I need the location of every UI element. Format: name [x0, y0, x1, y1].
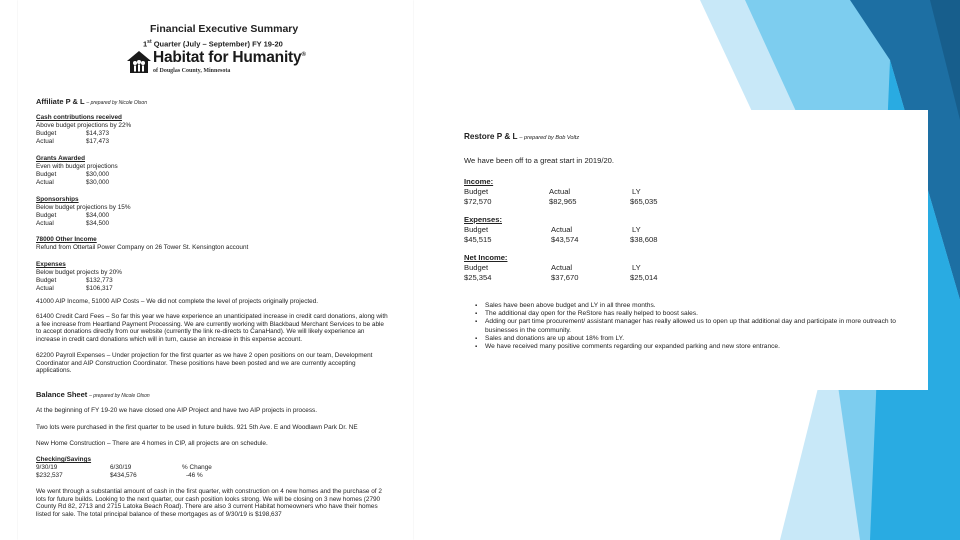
- restore-expenses-budget-value: $45,515: [464, 235, 492, 244]
- list-item: ▪ Adding our part time procurement/ assistant manager has really allowed us to open up that additional day and participate in more outreach to businesses in the community.: [468, 318, 918, 334]
- balance-sheet-heading: Balance Sheet – prepared by Nicole Olson: [36, 390, 150, 399]
- list-item: ▪ Sales have been above budget and LY in all three months.: [468, 302, 918, 310]
- restore-expenses-actual-value: $43,574: [551, 235, 579, 244]
- house-people-icon: [126, 50, 152, 74]
- logo-subline: of Douglas County, Minnesota: [153, 68, 231, 74]
- grants-budget-label: Budget: [36, 171, 57, 178]
- income-actual-value: $82,965: [549, 197, 577, 206]
- doc-title: Financial Executive Summary: [150, 23, 299, 35]
- restore-heading: Restore P & L – prepared by Bob Voltz: [464, 132, 580, 141]
- cash-budget-value: $14,373: [86, 130, 110, 137]
- grants-budget-value: $30,000: [86, 171, 110, 178]
- expenses-heading: Expenses: [36, 261, 66, 268]
- cash-note: Above budget projections by 22%: [36, 122, 132, 129]
- other-income-heading: 78000 Other Income: [36, 236, 97, 243]
- restore-expenses-ly-value: $38,608: [630, 235, 658, 244]
- sponsorships-actual-label: Actual: [36, 220, 54, 227]
- sponsorships-budget-value: $34,000: [86, 212, 110, 219]
- restore-expenses-heading: Expenses:: [464, 215, 502, 224]
- restore-expenses-actual-label: Actual: [551, 225, 573, 234]
- grants-heading: Grants Awarded: [36, 155, 86, 162]
- checking-col-2: 6/30/19: [110, 464, 132, 471]
- income-actual-label: Actual: [549, 187, 571, 196]
- net-income-actual-label: Actual: [551, 263, 573, 272]
- other-income-note: Refund from Ottertail Power Company on 26 Tower St. Kensington account: [36, 244, 249, 251]
- sponsorships-budget-label: Budget: [36, 212, 57, 219]
- subtitle-sup: st: [147, 39, 152, 45]
- doc-subtitle: [143, 39, 283, 48]
- subtitle-prefix: 1: [143, 39, 148, 49]
- expenses-actual-label: Actual: [36, 285, 54, 292]
- checking-val-2: $434,576: [110, 472, 137, 479]
- cash-heading: Cash contributions received: [36, 114, 122, 121]
- cash-budget-label: Budget: [36, 130, 57, 137]
- net-income-ly-label: LY: [632, 263, 641, 272]
- expenses-note: Below budget projects by 20%: [36, 269, 122, 276]
- checking-col-1: 9/30/19: [36, 464, 58, 471]
- credit-card-paragraph: 61400 Credit Card Fees – So far this year we have experience an unanticipated increase in credit card donations, along with a fee increase from Heartland Payment Processing. We are currently working with Blackbaud Merchant Services to be able to accept donations directly from our website (currently the link re-directs to CanaHand). We will likely experience an increase in credit card donations which will in turn, cause an increase in this expense account.: [36, 313, 388, 343]
- balance-paragraph-2: Two lots were purchased in the first quarter to be used in future builds. 921 5th Ave. E and Woodlawn Park Dr. NE: [36, 424, 358, 431]
- income-ly-label: LY: [632, 187, 641, 196]
- affiliate-pl-heading: Affiliate P & L – prepared by Nicole Olson: [36, 97, 147, 106]
- logo-wordmark: Habitat for Humanity®: [153, 49, 306, 66]
- net-income-actual-value: $37,670: [551, 273, 579, 282]
- restore-bullet-list: [468, 302, 918, 351]
- restore-expenses-budget-label: Budget: [464, 225, 489, 234]
- subtitle-rest: Quarter (July – September) FY 19-20: [151, 39, 283, 49]
- grants-actual-value: $30,000: [86, 179, 110, 186]
- checking-val-3: -46 %: [186, 472, 203, 479]
- payroll-paragraph: 62200 Payroll Expenses – Under projection for the first quarter as we have 2 open positions on our team, Development Coordinator and AIP Construction Coordinator. These positions have been posted and we are currently accepting applications.: [36, 352, 373, 375]
- cash-position-paragraph: We went through a substantial amount of cash in the first quarter, with construction on 4 new homes and the purchase of 2 lots for future builds. Looking to the next quarter, our cash position looks strong. We will be closing on 3 new homes (2790 County Rd 82, 2713 and 2715 Latoka Beach Road). There are also 3 current Habitat homeowners who have their homes listed for sale. The total principal balance of these mortgages as of 9/30/19 is $198,637: [36, 488, 382, 518]
- balance-paragraph-3: New Home Construction – There are 4 homes in CIP, all projects are on schedule.: [36, 440, 268, 447]
- sponsorships-note: Below budget projections by 15%: [36, 204, 131, 211]
- sponsorships-heading: Sponsorships: [36, 196, 79, 203]
- list-item: ▪ Sales and donations are up about 18% from LY.: [468, 335, 918, 343]
- sponsorships-actual-value: $34,500: [86, 220, 110, 227]
- list-item: ▪ The additional day open for the ReStore has really helped to boost sales.: [468, 310, 918, 318]
- restore-intro: We have been off to a great start in 2019/20.: [464, 156, 615, 165]
- aip-paragraph: 41000 AIP Income, 51000 AIP Costs – We did not complete the level of projects originally projected.: [36, 298, 319, 305]
- cash-actual-label: Actual: [36, 138, 54, 145]
- income-heading: Income:: [464, 177, 494, 186]
- checking-val-1: $232,537: [36, 472, 63, 479]
- habitat-logo: [126, 48, 306, 80]
- income-ly-value: $65,035: [630, 197, 658, 206]
- grants-actual-label: Actual: [36, 179, 54, 186]
- expenses-budget-value: $132,773: [86, 277, 113, 284]
- expenses-actual-value: $106,317: [86, 285, 113, 292]
- income-budget-value: $72,570: [464, 197, 492, 206]
- net-income-ly-value: $25,014: [630, 273, 658, 282]
- list-item: ▪ We have received many positive comments regarding our expanded parking and new store entrance.: [468, 343, 918, 351]
- checking-heading: Checking/Savings: [36, 456, 92, 463]
- expenses-budget-label: Budget: [36, 277, 57, 284]
- restore-expenses-ly-label: LY: [632, 225, 641, 234]
- net-income-heading: Net Income:: [464, 253, 508, 262]
- income-budget-label: Budget: [464, 187, 489, 196]
- grants-note: Even with budget projections: [36, 163, 118, 170]
- net-income-budget-value: $25,354: [464, 273, 492, 282]
- checking-col-3: % Change: [182, 464, 212, 471]
- net-income-budget-label: Budget: [464, 263, 489, 272]
- cash-actual-value: $17,473: [86, 138, 110, 145]
- balance-paragraph-1: At the beginning of FY 19-20 we have closed one AIP Project and have two AIP projects in process.: [36, 407, 318, 414]
